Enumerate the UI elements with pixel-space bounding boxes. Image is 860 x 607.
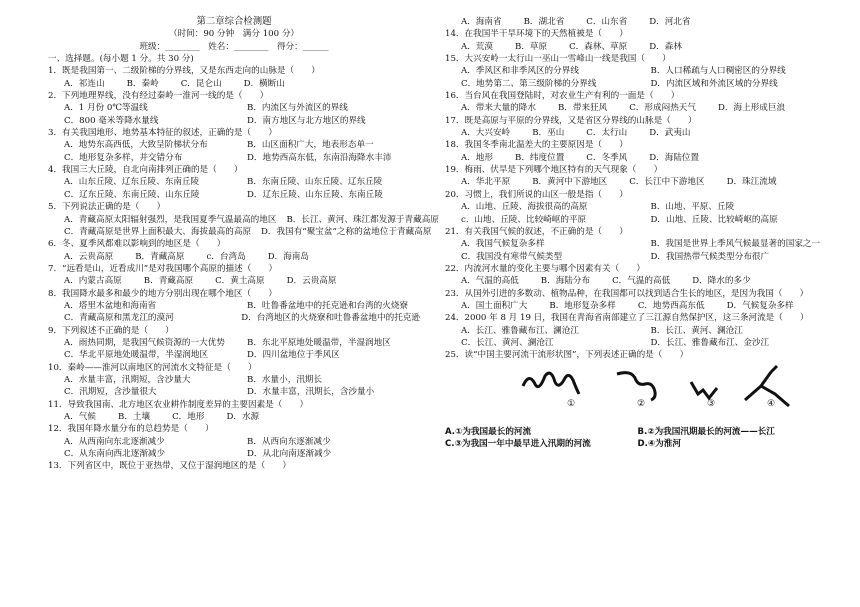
answer-option: A．海南省 xyxy=(461,17,502,27)
option-row xyxy=(445,127,830,139)
answer-option: B．湖北省 xyxy=(523,17,565,27)
answer-option: D．我国热带气候类型分布很广 xyxy=(650,251,770,262)
answer-option: B．青藏高原 xyxy=(143,276,194,287)
answer-option: B．黄河中下游地区 xyxy=(532,177,608,188)
option-row xyxy=(445,41,830,53)
option-row xyxy=(445,337,830,349)
answer-option: B．青藏高原 xyxy=(135,251,185,262)
answer-option: A．1 月份 0℃等温线 xyxy=(64,103,148,114)
answer-option: B．内流区与外流区的界线 xyxy=(247,103,348,114)
left-question-list xyxy=(48,65,439,472)
q25-option-b: B.②为我国汛期最长的河流——长江 xyxy=(637,426,775,437)
option-row xyxy=(48,300,420,312)
river-3-shape xyxy=(691,382,717,398)
answer-option: B．东南丘陵、山东丘陵、辽东丘陵 xyxy=(247,177,383,188)
option-row xyxy=(48,337,420,349)
q25-option-c: C.③为我国一年中最早进入汛期的河流 xyxy=(445,438,591,449)
option-row xyxy=(48,349,420,361)
answer-option: C．长江中下游地区 xyxy=(629,177,705,188)
option-row xyxy=(445,300,830,312)
answer-option: D．地势西高东低，东南沿海降水丰沛 xyxy=(247,152,392,163)
answer-option: C．黄土高原 xyxy=(215,276,265,287)
answer-option: B．秦岭 xyxy=(126,78,159,89)
question-stem: 24．2000 年 8 月 19 日，我国在青海省南部建立了三江源自然保护区，这三条河流是（ ） xyxy=(445,313,809,324)
option-row xyxy=(445,176,830,188)
answer-option: D．云贵高原 xyxy=(286,276,337,287)
question-stem: 20．习惯上，我们所说的山区一般是指（ ） xyxy=(445,189,628,200)
answer-option: C．气温的高低 xyxy=(612,276,671,287)
question-stem: 16．当台风在我国登陆时，对农业生产有利的一面是（ ） xyxy=(445,91,680,102)
option-row xyxy=(48,312,420,324)
river-1-shape xyxy=(523,373,579,394)
river-label-3: ③ xyxy=(707,398,716,409)
option-row xyxy=(445,102,830,114)
option-row xyxy=(48,152,420,164)
answer-option: D．水源 xyxy=(226,412,260,422)
option-row xyxy=(48,214,439,226)
question-stem: 25．读“中国主要河流干流形状图”，下列表述正确的是（ ） xyxy=(445,350,689,361)
answer-option: C．山东省 xyxy=(586,17,628,27)
river-label-2: ② xyxy=(637,398,646,409)
q25-option-a: A.①为我国最长的河流 xyxy=(445,426,532,437)
option-row xyxy=(48,102,420,114)
answer-option: C．辽东丘陵、东南丘陵、山东丘陵 xyxy=(64,189,200,200)
answer-option: A．地势东高西低，大致呈阶梯状分布 xyxy=(64,140,208,151)
q25-options-row-2 xyxy=(445,438,830,450)
answer-option: C．青藏高原是世界上面积最大、海拔最高的高原 xyxy=(64,226,252,237)
answer-option: D．降水的多少 xyxy=(692,276,751,287)
answer-option: D．珠江流域 xyxy=(726,177,777,188)
answer-option: A．山地、丘陵、海拔很高的高原 xyxy=(461,202,588,213)
question-stem: 17．既是高原与平原的分界线，又是省区分界线的山脉是（ ） xyxy=(445,115,697,126)
question-stem: 19．梅雨、伏旱是下列哪个地区特有的天气现象（ ） xyxy=(445,165,663,176)
answer-option: C．太行山 xyxy=(586,128,628,139)
question-stem: 18．我国冬季南北温差大的主要原因是（ ） xyxy=(445,140,628,151)
option-row xyxy=(445,238,830,250)
answer-option: D．武夷山 xyxy=(649,128,691,139)
option-row xyxy=(445,16,830,28)
option-row xyxy=(445,275,830,287)
question-stem: 21．有关我国气候的叙述，不正确的是（ ） xyxy=(445,226,628,237)
answer-option: A．地形 xyxy=(461,152,493,163)
option-row xyxy=(445,201,830,213)
answer-option: A．水量丰富，汛期短，含沙量大 xyxy=(64,374,191,385)
answer-option: C．从东南向西北逐渐减少 xyxy=(64,449,166,460)
answer-option: D．从北向南逐渐减少 xyxy=(247,449,332,460)
answer-option: A．青藏高原太阳辐射强烈，是我国夏季气温最高的地区 xyxy=(64,214,277,225)
question-stem: 12．我国年降水量分布的总趋势是（ ） xyxy=(48,424,214,435)
answer-option: D．我国有“聚宝盆”之称的盆地位于青藏高原 xyxy=(261,226,432,237)
option-row xyxy=(48,139,420,151)
option-row xyxy=(48,448,420,460)
option-row xyxy=(48,226,432,238)
answer-option: C．长江、黄河、澜沧江 xyxy=(461,337,554,348)
option-row xyxy=(48,115,420,127)
option-row xyxy=(48,251,420,263)
river-shape-figure xyxy=(445,364,830,426)
answer-option: C．800 毫米等降水量线 xyxy=(64,115,159,126)
answer-option: C．华北平原地处暖温带，半湿润地区 xyxy=(64,350,209,361)
question-stem: 8．我国降水最多和最少的地方分别出现在哪个地区（ ） xyxy=(48,288,277,299)
option-row xyxy=(48,436,420,448)
answer-option: D．海陆位置 xyxy=(649,152,700,163)
answer-option: B．人口稀疏与人口稠密区的分界线 xyxy=(650,66,786,77)
answer-option: A．长江、雅鲁藏布江、澜沧江 xyxy=(461,325,579,336)
answer-option: A．大兴安岭 xyxy=(461,128,511,139)
question-stem: 13．下列省区中，既位于亚热带，又位于湿润地区的是（ ） xyxy=(48,461,291,472)
answer-option: B．巫山 xyxy=(532,128,565,139)
river-label-1: ① xyxy=(567,398,576,409)
answer-option: B．长江、黄河、澜沧江 xyxy=(650,325,743,336)
option-row xyxy=(445,78,830,90)
answer-option: A．气候 xyxy=(64,412,96,422)
question-stem: 10．秦岭——淮河以南地区的河流水文特征是（ ） xyxy=(48,362,257,373)
question-stem: 3．有关我国地形、地势基本特征的叙述，正确的是（ ） xyxy=(48,128,277,139)
answer-option: D．气候复杂多样 xyxy=(726,300,794,311)
answer-option: B．草原 xyxy=(515,41,548,52)
answer-option: B．土壤 xyxy=(118,412,151,422)
option-row xyxy=(445,65,830,77)
q25-option-d: D.④为淮河 xyxy=(637,438,681,449)
answer-option: A．山东丘陵、辽东丘陵、东南丘陵 xyxy=(64,177,200,188)
question-stem: 22．内流河水量的变化主要与哪个因素有关（ ） xyxy=(445,263,645,274)
answer-option: A．季风区和非季风区的分界线 xyxy=(461,66,579,77)
option-row xyxy=(48,386,420,398)
answer-option: C．冬季风 xyxy=(586,152,628,163)
answer-option: D．海南岛 xyxy=(267,251,309,262)
answer-option: B．地形复杂多样 xyxy=(549,300,616,311)
answer-option: A．祁连山 xyxy=(64,78,105,89)
answer-option: B．海陆分布 xyxy=(540,276,591,287)
exam-meta: （时间：90 分钟 满分 100 分） xyxy=(168,29,300,40)
option-row xyxy=(48,78,420,90)
option-row xyxy=(48,374,420,386)
answer-option: c．台湾岛 xyxy=(206,251,246,262)
answer-option: D．四川盆地位于季风区 xyxy=(247,350,340,361)
answer-option: D．内流区域和外流区域的分界线 xyxy=(650,78,778,89)
answer-option: C．我国没有寒带气候类型 xyxy=(461,251,563,262)
answer-option: A．从西南向东北逐渐减少 xyxy=(64,436,165,447)
answer-option: C．青藏高原和黑龙江的漠河 xyxy=(64,313,174,324)
answer-option: C．形成闷热天气 xyxy=(629,103,696,114)
answer-option: D．森林 xyxy=(649,41,682,52)
answer-option: D．台湾地区的火烧寮和吐鲁番盆地中的托克逊 xyxy=(241,313,420,324)
answer-option: A．塔里木盆地和海南省 xyxy=(64,300,157,311)
answer-option: A．雨热同期，是我国气候资源的一大优势 xyxy=(64,337,225,348)
answer-option: D．河北省 xyxy=(649,17,691,27)
question-stem: 23．从国外引进的多数动、植物品种，在我国都可以找到适合生长的地区，是因为我国（ ） xyxy=(445,288,809,299)
answer-option: B．吐鲁番盆地中的托克逊和台湾的火烧寮 xyxy=(247,300,409,311)
right-column xyxy=(445,16,830,450)
answer-option: D．南方地区与北方地区的界线 xyxy=(247,115,366,126)
answer-option: B．带来狂风 xyxy=(557,103,608,114)
answer-option: D．山地、丘陵、比较崎岖的高原 xyxy=(650,214,778,225)
answer-option: A．我国气候复杂多样 xyxy=(461,239,545,250)
question-stem: 2．下列地理界线，没有经过秦岭一淮河一线的是（ ） xyxy=(48,91,269,102)
option-row xyxy=(48,189,420,201)
student-fields: 班级：________ 姓名：________ 得分：______ xyxy=(139,41,329,52)
option-row xyxy=(48,275,420,287)
answer-option: A．荒漠 xyxy=(461,41,493,52)
question-stem: 14．在我国半干旱环境下的天然植被是（ ） xyxy=(445,29,628,40)
option-row xyxy=(445,251,830,263)
answer-option: B．纬度位置 xyxy=(515,152,565,163)
answer-option: B．从西向东逐渐减少 xyxy=(247,436,331,447)
answer-option: C．昆仑山 xyxy=(180,78,222,89)
option-row xyxy=(48,176,420,188)
answer-option: A．带来大量的降水 xyxy=(461,103,536,114)
exam-title: 第二章综合检测题 xyxy=(196,16,272,27)
right-question-list xyxy=(445,16,830,362)
answer-option: D．水量丰富，汛期长，含沙量小 xyxy=(247,387,375,398)
answer-option: A．气温的高低 xyxy=(461,276,519,287)
option-row xyxy=(445,325,830,337)
answer-option: B．长江、黄河、珠江都发源于青藏高原 xyxy=(286,214,439,225)
option-row xyxy=(445,152,830,164)
question-stem: 6．冬、夏季风都难以影响到的地区是（ ） xyxy=(48,239,226,250)
answer-option: C．地形复杂多样，并交错分布 xyxy=(64,152,183,163)
question-stem: 7．“远看是山，近看成川”是对我国哪个高原的描述（ ） xyxy=(48,263,278,274)
question-stem: 11．导致我国南、北方地区农业耕作制度差异的主要因素是（ ） xyxy=(48,399,309,410)
question-stem: 9．下列叙述不正确的是（ ） xyxy=(48,325,174,336)
section-heading: 一、选择题。(每小题 1 分。共 30 分) xyxy=(48,54,194,65)
option-row xyxy=(445,214,830,226)
q25-options-row-1 xyxy=(445,426,830,438)
answer-option: C．地形 xyxy=(172,412,205,422)
answer-option: B．山区面积广大，地表形态单一 xyxy=(247,140,374,151)
answer-option: c．山地、丘陵、比较崎岖的平原 xyxy=(461,214,587,225)
left-column xyxy=(48,16,439,473)
answer-option: B．东北平原地处暖温带，半湿润地区 xyxy=(247,337,391,348)
answer-option: C．地势第二、第三级阶梯的分界线 xyxy=(461,78,597,89)
option-row xyxy=(48,411,420,423)
answer-option: A．云贵高原 xyxy=(64,251,114,262)
answer-option: D．横断山 xyxy=(243,78,285,89)
answer-option: B．山地、平原、丘陵 xyxy=(650,202,735,213)
answer-option: C．地势西高东低 xyxy=(637,300,705,311)
question-stem: 4．我国三大丘陵，自北向南排列正确的是（ ） xyxy=(48,165,243,176)
answer-option: D．辽东丘陵、山东丘陵、东南丘陵 xyxy=(247,189,383,200)
answer-option: C．森林、草原 xyxy=(569,41,628,52)
river-shapes-svg xyxy=(445,364,830,426)
question-stem: 5．下列说法正确的是（ ） xyxy=(48,202,166,213)
answer-option: A．华北平原 xyxy=(461,177,511,188)
question-stem: 15．大兴安岭一太行山一巫山一雪峰山一线是我国（ ） xyxy=(445,54,671,65)
answer-option: C．汛期短，含沙量很大 xyxy=(64,387,157,398)
answer-option: D．长江、雅鲁藏布江、金沙江 xyxy=(650,337,770,348)
answer-option: B．水量小，汛期长 xyxy=(247,374,323,385)
river-label-4: ④ xyxy=(767,398,776,409)
answer-option: A．内蒙古高原 xyxy=(64,276,122,287)
question-stem: 1．既是我国第一、二级阶梯的分界线，又是东西走向的山脉是（ ） xyxy=(48,66,320,77)
answer-option: B．我国是世界上季风气候最显著的国家之一 xyxy=(650,239,821,250)
answer-option: D．海上形成巨浪 xyxy=(718,103,786,114)
river-2-shape xyxy=(617,372,655,399)
answer-option: A．国土面积广大 xyxy=(461,300,528,311)
